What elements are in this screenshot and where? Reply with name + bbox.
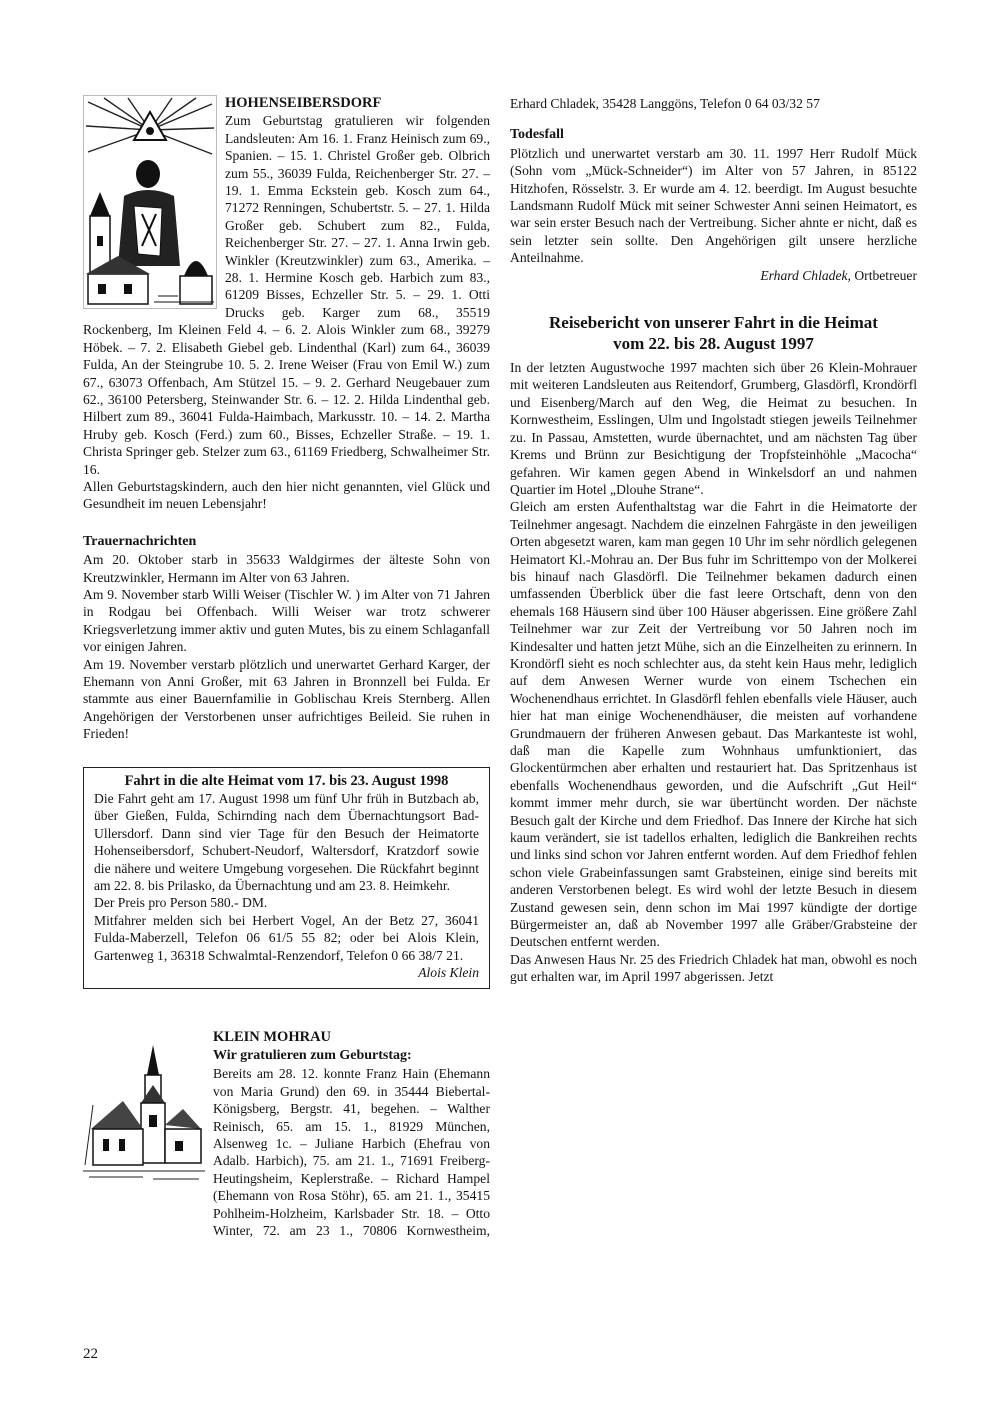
- trauernachrichten-title: Trauernachrichten: [83, 533, 197, 549]
- todesfall-signature: [510, 267, 917, 284]
- todesfall-signature-role: Ortbetreuer: [854, 267, 917, 283]
- right-column: [510, 95, 917, 986]
- klein-mohrau-title: KLEIN MOHRAU: [213, 1028, 332, 1045]
- todesfall-text: Plötzlich und unerwartet verstarb am 30. 11. 1997 Herr Rudolf Mück (Sohn vom „Mück-Schneider“) im Alter von 57 Jahren, in 85122 Hitzhofen, Rösselstr. 3. Er wurde am 4. 12. beerdigt. Im August besuchte Landsmann Rudolf Mück mit seiner Schwester Anni seinen Heimatort, es war sein erster Besuch nach der Vertreibung. Sicher ahnte er nicht, daß es sein letzter sein sollte. Den Angehörigen gilt unsere herzliche Anteilnahme.: [510, 145, 917, 266]
- trauer-paragraph-2: Am 9. November starb Willi Weiser (Tischler W. ) im Alter von 71 Jahren in Rodgau bei Offenbach. Willi Weiser war trotz schwerer Kriegsverletzung immer aktiv und guten Mutes, bis zu einem Schlaganfall vor einigen Jahren.: [83, 586, 490, 655]
- reisebericht-paragraph-3: Das Anwesen Haus Nr. 25 des Friedrich Chladek hat man, obwohl es noch gut erhalten war, im April 1997 abgerissen. Jetzt: [510, 951, 917, 985]
- fahrt-announcement-box: [83, 767, 490, 989]
- hohenseibersdorf-woodcut-illustration: [83, 95, 217, 309]
- todesfall-title: Todesfall: [510, 127, 564, 143]
- hohenseibersdorf-title: HOHENSEIBERSDORF: [225, 95, 382, 111]
- klein-mohrau-signoff: Erhard Chladek, 35428 Langgöns, Telefon 0 64 03/32 57: [510, 96, 820, 111]
- left-column: [83, 95, 490, 1241]
- fahrt-title: Fahrt in die alte Heimat vom 17. bis 23. August 1998: [124, 772, 449, 789]
- fahrt-signature: Alois Klein: [418, 965, 479, 981]
- reisebericht-title-line-1: Reisebericht von unserer Fahrt in die Heimat: [549, 313, 878, 333]
- hohenseibersdorf-birthdays: Zum Geburtstag gratulieren wir folgenden Landsleuten: Am 16. 1. Franz Heinisch zum 69., Spanien. – 15. 1. Christel Großer geb. Olbrich zum 55., 36039 Fulda, Reichenberger Str. 27. – 19. 1. Emma Eckstein geb. Kosch zum 64., 71272 Renningen, Schubertstr. 5. – 27. 1. Hilda Großer geb. Schubert zum 82., Fulda, Reichenberger Str. 27. – 27. 1. Anna Irwin geb. Winkler (Kreutzwinkler) zum 63., Amerika. – 28. 1. Hermine Kosch geb. Harbich zum 83., 61209 Bisses, Echzeller Str. 5. – 29. 1. Otti Drucks geb. Karger zum 68., 35519 Rockenberg, Im Kleinen Feld 4. – 6. 2. Alois Winkler zum 68., 39279 Höbek. – 7. 2. Elisabeth Giebel geb. Lindenthal (Karl) zum 64., 36039 Fulda, An der Steingrube 10. 5. 2. Irene Weiser (Frau von Emil W.) zum 67., 63073 Offenbach, Am Stützel 15. – 9. 2. Gerhard Neugebauer zum 62., 36100 Petersberg, Steinwander Str. 6. – 12. 2. Hilda Lindenthal geb. Hilbert zum 89., 36041 Fulda-Haimbach, Markusstr. 10. – 14. 2. Martha Hruby geb. Kosch (Ferd.) zum 60., Bisses, Echzeller Straße. – 19. 1. Christa Springer geb. Stelzer zum 63., 61169 Friedberg, Schwalheimer Str. 16.: [83, 113, 490, 477]
- trauer-paragraph-1: Am 20. Oktober starb in 35633 Waldgirmes der älteste Sohn von Kreutzwinkler, Hermann im Alter von 63 Jahren.: [83, 552, 490, 585]
- hohenseibersdorf-closing: Allen Geburtstagskindern, auch den hier nicht genannten, viel Glück und Gesundheit im neuen Lebensjahr!: [83, 478, 490, 512]
- fahrt-price: Der Preis pro Person 580.- DM.: [94, 895, 268, 911]
- klein-mohrau-birthdays: Bereits am 28. 12. konnte Franz Hain (Ehemann von Maria Grund) den 69. in 35444 Biebertal-Königsberg, Bergstr. 41, begehen. – Walther Reinisch, 65. am 15. 1., 81929 München, Alsenweg 1c. – Juliane Harbich (Ehefrau von Adalb. Harbich), 75. am 21. 1., 71691 Freiberg-Heutingsheim, Keplerstraße. – Richard Hampel (Ehemann von Rosa Stöhr), 65. am 21. 1., 35415 Pohlheim-Holzheim, Karlsbader Str. 18. – Otto Winter, 72. am 23 1., 70806 Kornwestheim,: [213, 1066, 490, 1238]
- reisebericht-paragraph-1: In der letzten Augustwoche 1997 machten sich über 26 Klein-Mohrauer mit weiteren Landsleuten aus Reitendorf, Grumberg, Glasdörfl, Krondörfl und Eisenberg/March auf den Weg, die Heimat zu besuchen. In Kornwestheim, Esslingen, Ulm und Ingolstadt stiegen jeweils Teilnehmer zu. In Passau, Amstetten, wurde übernachtet, und am nächsten Tag über Krems und Brünn zur Besichtigung der Tropfsteinhöhle „Macocha“ gefahren. Wir kamen gegen Abend in Winkelsdorf an und nahmen Quartier im Hotel „Dlouhe Strane“.: [510, 360, 917, 497]
- fahrt-paragraph-3: Mitfahrer melden sich bei Herbert Vogel, An der Betz 27, 36041 Fulda-Maberzell, Telefon 06 61/5 55 82; oder bei Alois Klein, Gartenweg 1, 36318 Schwalmtal-Renzendorf, Telefon 0 66 38/7 21.: [94, 912, 479, 963]
- todesfall-signature-name: Erhard Chladek,: [760, 267, 851, 283]
- klein-mohrau-church-illustration: [83, 1045, 205, 1185]
- trauer-paragraph-3: Am 19. November verstarb plötzlich und unerwartet Gerhard Karger, der Ehemann von Anni Großer, mit 63 Jahren in Bronnzell bei Fulda. Er stammte aus einer Bauernfamilie in Goblischau Kreis Sternberg. Allen Angehörigen der Verstorbenen unser aufrichtiges Beileid. Sie ruhen in Frieden!: [83, 656, 490, 742]
- fahrt-paragraph-1: Die Fahrt geht am 17. August 1998 um fünf Uhr früh in Butzbach ab, über Gießen, Fulda, Schirnding nach dem Übernachtungsort Bad-Ullersdorf. Dann sind vier Tage für den Besuch der Heimatorte Hohenseibersdorf, Schubert-Neudorf, Waltersdorf, Kratzdorf sowie die nähere und weitere Umgebung vorgesehen. Die Rückfahrt beginnt am 22. 8. bis Prilasko, da Übernachtung und am 23. 8. Heimkehr.: [94, 791, 479, 894]
- reisebericht-title-line-2: vom 22. bis 28. August 1997: [613, 334, 814, 354]
- klein-mohrau-subtitle: Wir gratulieren zum Geburtstag:: [213, 1047, 412, 1063]
- reisebericht-paragraph-2: Gleich am ersten Aufenthaltstag war die Fahrt in die Heimatorte der Teilnehmer angesagt. Nachdem die einzelnen Fahrgäste in den jeweiligen Orten abgesetzt waren, kam man gegen 10 Uhr im sehr nördlich gelegenen Heimatort Kl.-Mohrau an. Der Bus fuhr im Schrittempo von der Molkerei bis hinauf nach Glasdörfl. Die Teilnehmer bekamen dadurch einen umfassenden Überblick über die fast leere Ortschaft, denn von den ehemals 168 Häusern sind über 100 Häuser abgerissen. Eine größere Zahl Teilnehmer war zur Zeit der Vertreibung vor 50 Jahren noch im Kindesalter und hatten jetzt Mühe, sich an die Einzelheiten zu erinnern. In Krondörfl sieht es noch schlechter aus, da steht kein Haus mehr, lediglich auf dem Anwesen Werner wurde von einem Tschechen ein Wochenendhaus errichtet. In Glasdörfl fehlen ebenfalls viele Häuser, auch hier hat man einige Wochenendhäuser, die meisten auf vorhandene Grundmauern der früheren Anwesen gebaut. Das Markanteste ist wohl, daß man die Kapelle zum Wohnhaus umfunktioniert, das Glockentürmchen aber erhalten und restauriert hat. Das Spritzenhaus ist ebenfalls Wochenendhaus geworden, und die Aufschrift „Gut Heil“ kommt immer mehr durch, sie war übertüncht worden. Der nächste Besuch galt der Kirche und dem Friedhof. Das Innere der Kirche hat sich kaum verändert, sie ist tadellos erhalten, lediglich die Bankreihen rechts und links sind schon vor Jahren entfernt worden. Auf dem Friedhof fehlen schon viele Grabeinfassungen samt Grabsteinen, einige sind bereits mit anderen Verstorbenen belegt. Es wird wohl der letzte Besuch in diesem Zustand gewesen sein, denn schon im Mai 1997 kündigte der dortige Bürgermeister an, daß ab November 1997 alle Gräber/Grabsteine der Deutschen entfernt werden.: [510, 499, 917, 950]
- page-number: 22: [83, 1346, 98, 1362]
